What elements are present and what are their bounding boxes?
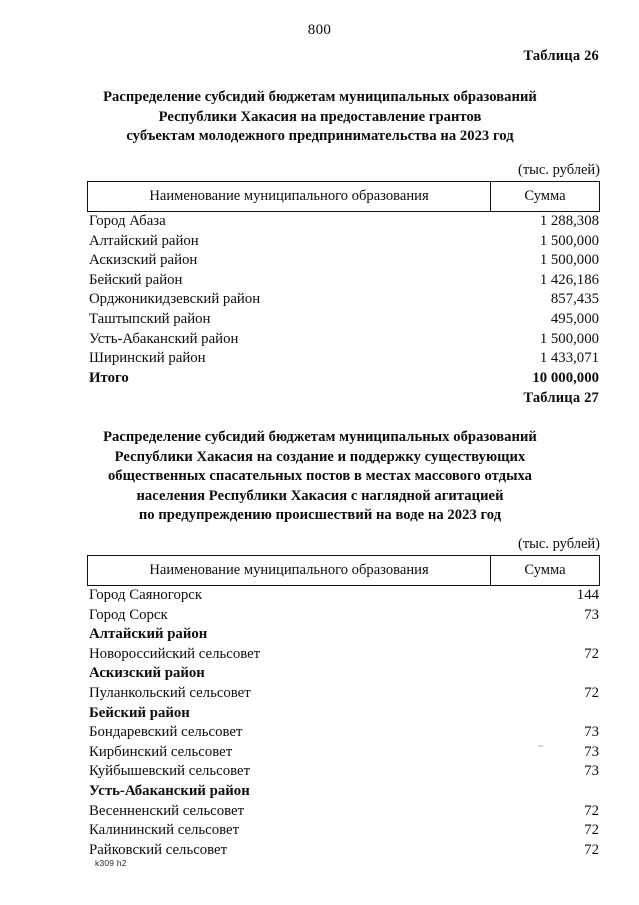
table-label-27: Таблица 27 — [523, 390, 599, 406]
cell-sum: 72 — [584, 802, 599, 819]
cell-name: Аскизский район — [89, 252, 198, 269]
cell-sum: 73 — [584, 763, 599, 780]
section1-title-line-3: субъектам молодежного предпринимательства на 2023 год — [126, 128, 514, 144]
table-row — [87, 311, 600, 331]
section2-column-header-sum: Сумма — [524, 561, 566, 578]
section2-units-note: (тыс. рублей) — [518, 536, 600, 552]
cell-sum: 144 — [576, 587, 599, 603]
table-row — [87, 587, 600, 607]
page-number: 800 — [307, 22, 332, 38]
section1-title-line-1: Распределение субсидий бюджетам муниципальных образований — [103, 89, 537, 105]
cell-sum: 1 500,000 — [539, 232, 599, 249]
section1-column-header-sum: Сумма — [524, 187, 566, 204]
cell-name: Город Сорск — [89, 606, 168, 623]
section2-column-header-name: Наименование муниципального образования — [88, 556, 491, 585]
cell-name: Город Саяногорск — [89, 587, 203, 603]
cell-name: Аскизский район — [89, 665, 205, 682]
section2-title-line-4: населения Республики Хакасия с наглядной агитацией — [136, 487, 504, 504]
table-row — [87, 822, 600, 842]
table-row — [87, 213, 600, 233]
table-row — [87, 350, 600, 370]
section1-column-header-name: Наименование муниципального образования — [88, 182, 491, 211]
cell-sum: 1 288,308 — [539, 213, 599, 229]
cell-sum: 1 500,000 — [539, 330, 599, 347]
cell-sum: 1 433,071 — [539, 350, 599, 367]
table-group-row — [87, 705, 600, 725]
cell-sum: 72 — [584, 841, 599, 858]
section1-title — [60, 88, 580, 147]
section2-title-line-5: по предупреждению происшествий на воде на 2023 год — [138, 507, 502, 523]
cell-name: Новороссийский сельсовет — [89, 645, 261, 662]
cell-name: Весенненский сельсовет — [89, 802, 245, 819]
table-row — [87, 331, 600, 351]
cell-name: Орджоникидзевский район — [89, 291, 261, 308]
cell-name: Райковский сельсовет — [89, 841, 228, 858]
section1-units-note: (тыс. рублей) — [518, 162, 600, 178]
table-row — [87, 685, 600, 705]
cell-sum: 857,435 — [550, 291, 599, 308]
table-row — [87, 272, 600, 292]
cell-name: Ширинский район — [89, 350, 206, 367]
cell-name: Алтайский район — [89, 232, 199, 249]
cell-name: Таштыпский район — [89, 310, 211, 327]
section2-title-line-2: Республики Хакасия на создание и поддержку существующих — [114, 448, 526, 465]
table-row — [87, 233, 600, 253]
table-label-26: Таблица 26 — [523, 48, 599, 64]
section1-table-body — [87, 213, 600, 389]
cell-sum: 72 — [584, 684, 599, 701]
table-row — [87, 291, 600, 311]
cell-name: Итого — [89, 369, 129, 386]
table-row — [87, 607, 600, 627]
cell-sum: 73 — [584, 724, 599, 741]
cell-name: Пуланкольский сельсовет — [89, 684, 251, 701]
section2-table-body — [87, 587, 600, 861]
scan-artifact — [538, 745, 543, 747]
cell-name: Город Абаза — [89, 213, 166, 229]
cell-name: Кирбинский сельсовет — [89, 743, 233, 760]
cell-name: Бейский район — [89, 271, 183, 288]
cell-name: Калининский сельсовет — [89, 822, 240, 839]
cell-name: Бейский район — [89, 704, 190, 721]
table-group-row — [87, 626, 600, 646]
cell-name: Усть-Абаканский район — [89, 782, 250, 799]
cell-sum: 10 000,000 — [532, 369, 599, 386]
cell-sum: 72 — [584, 822, 599, 839]
cell-sum: 495,000 — [550, 310, 599, 327]
section2-title-line-3: общественных спасательных постов в местах массового отдыха — [107, 468, 533, 484]
cell-sum: 1 426,186 — [539, 271, 599, 288]
table-row — [87, 724, 600, 744]
cell-sum: 73 — [584, 606, 599, 623]
section1-title-line-2: Республики Хакасия на предоставление грантов — [158, 108, 482, 125]
cell-name: Бондаревский сельсовет — [89, 724, 243, 741]
table-group-row — [87, 665, 600, 685]
section1-table — [87, 181, 600, 389]
table-row — [87, 842, 600, 862]
table-row — [87, 763, 600, 783]
cell-sum: 1 500,000 — [539, 252, 599, 269]
cell-name: Куйбышевский сельсовет — [89, 763, 251, 780]
section2-table-header-row — [87, 555, 600, 586]
table-group-row — [87, 783, 600, 803]
table-row-total — [87, 370, 600, 390]
cell-sum: 72 — [584, 645, 599, 662]
section2-table — [87, 555, 600, 861]
table-row — [87, 646, 600, 666]
table-row — [87, 252, 600, 272]
section1-table-header-row — [87, 181, 600, 212]
table-row — [87, 744, 600, 764]
table-row — [87, 803, 600, 823]
cell-name: Усть-Абаканский район — [89, 330, 239, 347]
footer-code: k309 h2 — [95, 858, 127, 868]
cell-sum: 73 — [584, 743, 599, 760]
section2-title-line-1: Распределение субсидий бюджетам муниципальных образований — [103, 429, 537, 445]
cell-name: Алтайский район — [89, 626, 208, 643]
section2-title — [60, 428, 580, 526]
